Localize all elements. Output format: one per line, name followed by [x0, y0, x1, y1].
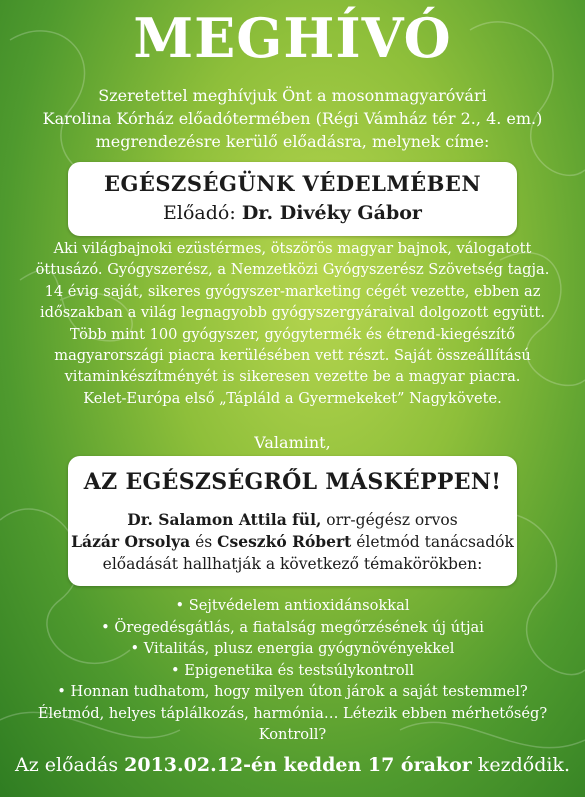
- intro-line: megrendezésre kerülő előadásra, melynek címe:: [95, 132, 490, 151]
- intro-line: Szeretettel meghívjuk Önt a mosonmagyaróvári: [98, 86, 487, 105]
- intro-line: Karolina Kórház előadótermében (Régi Vámház tér 2., 4. em.): [42, 109, 543, 128]
- list-item: • Sejtvédelem antioxidánsokkal: [175, 597, 410, 614]
- speaker-salamon: Dr. Salamon Attila fül,: [127, 510, 322, 529]
- bio-line: öttusázó. Gyógyszerész, a Nemzetközi Gyógyszerész Szövetség tagja.: [35, 261, 550, 279]
- bio-line: magyarországi piacra kerülésében vett részt. Saját összeállítású: [54, 347, 531, 365]
- speaker-lazar: Lázár Orsolya: [71, 532, 191, 551]
- talk1-speaker: [68, 200, 517, 226]
- bio-line: Több mint 100 gyógyszer, gyógytermék és étrend-kiegészítő: [69, 325, 516, 343]
- bio-line: vitaminkészítményét is sikeresen vezette be a magyar piacra.: [64, 368, 521, 386]
- also-text: Valamint,: [254, 433, 331, 452]
- list-item: • Epigenetika és testsúlykontroll: [170, 661, 415, 679]
- list-item: • Vitalitás, plusz energia gyógynövényekkel: [130, 640, 455, 657]
- talk1-title: EGÉSZSÉGÜNK VÉDELMÉBEN: [103, 171, 482, 196]
- speaker-name: Dr. Divéky Gábor: [241, 202, 422, 224]
- talk1-panel: [68, 162, 517, 236]
- talk2-title: AZ EGÉSZSÉGRŐL MÁSKÉPPEN!: [83, 469, 502, 495]
- bio-line: Aki világbajnoki ezüstérmes, ötszörös magyar bajnok, válogatott: [53, 240, 532, 257]
- list-item: • Öregedésgátlás, a fiatalság megőrzésének új útjai: [101, 618, 484, 636]
- talk2-intro-line: előadását hallhatják a következő témakörökben:: [102, 555, 483, 573]
- list-item: Életmód, helyes táplálkozás, harmónia… Létezik ebben mérhetőség?: [37, 704, 548, 722]
- bio-line: időszakban a világ legnagyobb gyógyszergyáraival dolgozott együtt.: [39, 304, 546, 322]
- talk2-speaker-line2: Lázár Orsolya és Cseszkó Róbert életmód tanácsadók: [71, 532, 514, 551]
- event-date: 2013.02.12-én kedden 17 órakor: [124, 754, 472, 776]
- talk2-speaker-line1: Dr. Salamon Attila fül, orr-gégész orvos: [127, 510, 458, 529]
- list-item: • Honnan tudhatom, hogy milyen úton járok a saját testemmel?: [57, 683, 528, 700]
- speaker-prefix: Előadó:: [163, 202, 242, 224]
- bio-line: 14 évig saját, sikeres gyógyszer-marketing cégét vezette, ebben az: [44, 282, 541, 300]
- list-item: Kontroll?: [258, 726, 327, 743]
- bio-line: Kelet-Európa első „Tápláld a Gyermekeket” Nagykövete.: [83, 389, 502, 407]
- event-time-footer: Az előadás 2013.02.12-én kedden 17 órakor kezdődik.: [15, 754, 570, 776]
- intro-text: [0, 84, 585, 153]
- topic-list: [0, 595, 585, 746]
- speaker-bio: [0, 238, 585, 409]
- speaker-cseszko: Cseszkó Róbert: [217, 532, 352, 551]
- talk2-panel: [68, 456, 517, 586]
- page-title: MEGHÍVÓ: [133, 6, 452, 70]
